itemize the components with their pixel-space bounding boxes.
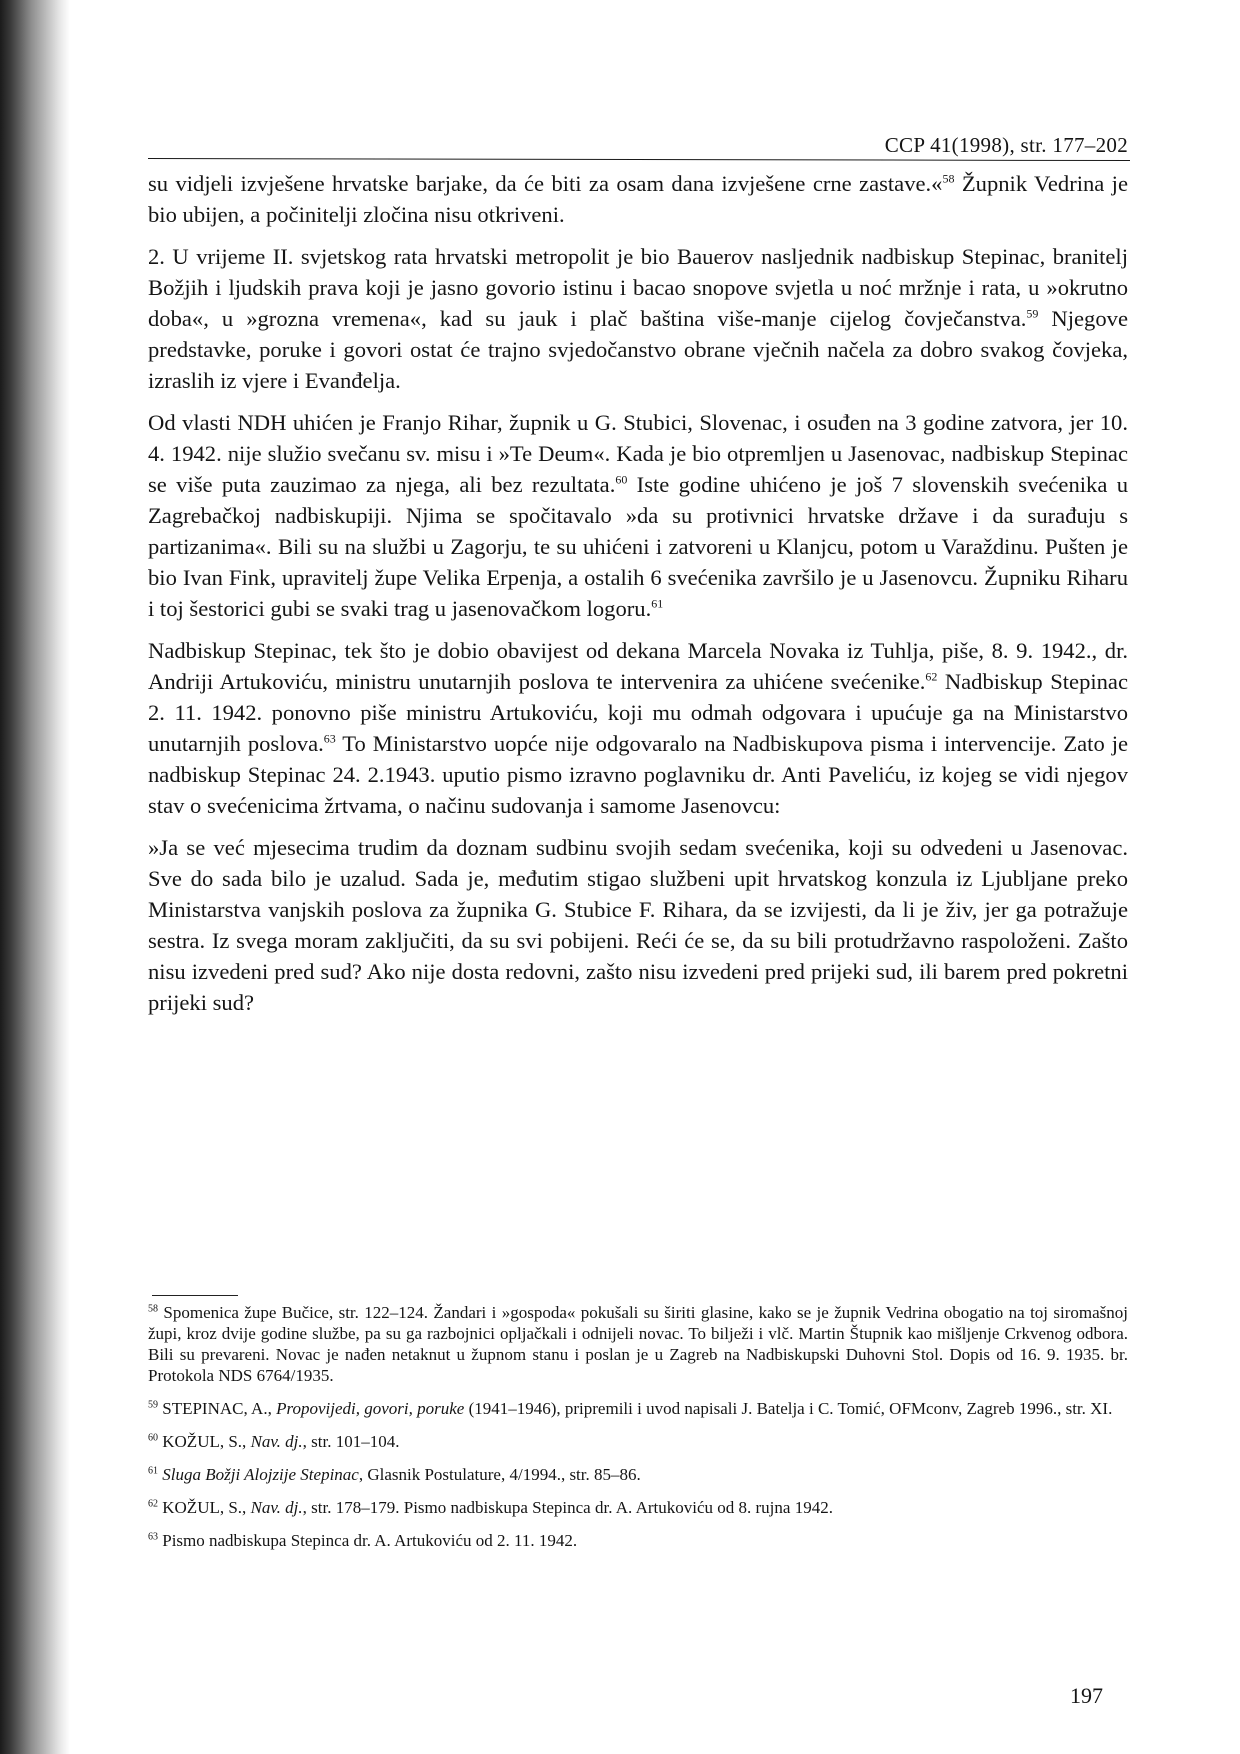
footnote-mark: 61 xyxy=(148,1465,158,1477)
paragraph-1-text: su vidjeli izvješene hrvatske barjake, da će biti za osam dana izvješene crne zastave.« xyxy=(148,171,943,196)
paragraph-5-quote xyxy=(148,832,1128,1018)
footnote-title: Nav. dj. xyxy=(250,1498,303,1517)
footnote-63 xyxy=(148,1530,1128,1551)
footnote-text: Pismo nadbiskupa Stepinca dr. A. Artukoviću od 2. 11. 1942. xyxy=(162,1531,578,1550)
footnote-60 xyxy=(148,1431,1128,1452)
footnote-59 xyxy=(148,1398,1128,1419)
footnote-author: KOŽUL, S., xyxy=(162,1498,251,1517)
footnote-mark: 60 xyxy=(148,1432,158,1444)
paragraph-2-text: 2. U vrijeme II. svjetskog rata hrvatski metropolit je bio Bauerov nasljednik nadbiskup Stepinac, branitelj Božjih i ljudskih prava koji je jasno govorio istinu i bacao snopove svjetla u noć mržnje i rata, u »okrutno doba«, u »grozna vremena«, kad su jauk i plač baština više-manje cijelog čovječanstva. xyxy=(148,244,1128,331)
footnote-text: , str. 101–104. xyxy=(302,1432,400,1451)
footnote-ref-60[interactable]: 60 xyxy=(615,472,628,487)
header-rule xyxy=(148,158,1130,161)
footnote-ref-63[interactable]: 63 xyxy=(323,731,336,746)
book-gutter-shadow xyxy=(0,0,70,1754)
footnotes xyxy=(148,1302,1128,1563)
footnote-61 xyxy=(148,1464,1128,1485)
paragraph-3-middle: Iste godine uhićeno je još 7 slovenskih svećenika u Zagrebačkoj nadbiskupiji. Njima se spočitavalo »da su protivnici hrvatske države i da surađuju s partizanima«. Bili su na službi u Zagorju, te su uhićeni i zatvoreni u Klanjcu, potom u Varaždinu. Pušten je bio Ivan Fink, upravitelj župe Velika Erpenja, a ostalih 6 svećenika završilo je u Jasenovcu. Župniku Riharu i toj šestorici gubi se svaki trag u jasenovačkom logoru. xyxy=(148,472,1128,621)
footnote-text: (1941–1946), pripremili i uvod napisali J. Batelja i C. Tomić, OFMconv, Zagreb 1996., str. XI. xyxy=(464,1399,1113,1418)
paragraph-3-text: Od vlasti NDH uhićen je Franjo Rihar, župnik u G. Stubici, Slovenac, i osuđen na 3 godine zatvora, jer 10. 4. 1942. nije služio svečanu sv. misu i »Te Deum«. Kada je bio otpremljen u Jasenovac, nadbiskup Stepinac se više puta zauzimao za njega, ali bez rezultata. xyxy=(148,410,1128,497)
running-head: CCP 41(1998), str. 177–202 xyxy=(884,133,1128,157)
footnote-text: Spomenica župe Bučice, str. 122–124. Žandari i »gospoda« pokušali su širiti glasine, kako se je župnik Vedrina obogatio na toj siromašnoj župi, kroz dvije godine službe, pa su ga razbojnici opljačkali i odnijeli novac. To bilježi i vlč. Martin Štupnik kao mišljenje Crkvenog odbora. Bili su prevareni. Novac je nađen netaknut u župnom stanu i poslan je u Zagreb na Nadbiskupski Duhovni Stol. Dopis od 16. 9. 1935. br. Protokola NDS 6764/1935. xyxy=(148,1303,1129,1385)
footnote-ref-62[interactable]: 62 xyxy=(925,669,938,684)
footnote-ref-61[interactable]: 61 xyxy=(651,596,664,611)
footnote-62 xyxy=(148,1497,1128,1518)
footnote-separator xyxy=(152,1295,238,1296)
paragraph-4-middle: Nadbiskup Stepinac 2. 11. 1942. ponovno piše ministru Artukoviću, koji mu odmah odgovara i upućuje ga na Ministarstvo unutarnjih poslova. xyxy=(148,669,1128,756)
paragraph-2 xyxy=(148,241,1128,396)
footnote-mark: 58 xyxy=(148,1303,158,1315)
footnote-text: , Glasnik Postulature, 4/1994., str. 85–86. xyxy=(358,1465,641,1484)
footnote-ref-59[interactable]: 59 xyxy=(1026,306,1039,321)
footnote-author: KOŽUL, S., xyxy=(162,1432,251,1451)
footnote-text: , str. 178–179. Pismo nadbiskupa Stepinca dr. A. Artukoviću od 8. rujna 1942. xyxy=(302,1498,833,1517)
paragraph-4-after: To Ministarstvo uopće nije odgovaralo na Nadbiskupova pisma i intervencije. Zato je nadbiskup Stepinac 24. 2.1943. uputio pismo izravno poglavniku dr. Anti Paveliću, iz kojeg se vidi njegov stav o svećenicima žrtvama, o načinu sudovanja i samome Jasenovcu: xyxy=(148,731,1128,818)
paragraph-4-text: Nadbiskup Stepinac, tek što je dobio obavijest od dekana Marcela Novaka iz Tuhlja, piše, 8. 9. 1942., dr. Andriji Artukoviću, ministru unutarnjih poslova te intervenira za uhićene svećenike. xyxy=(148,638,1128,694)
footnote-mark: 63 xyxy=(148,1531,158,1543)
footnote-mark: 59 xyxy=(148,1399,158,1411)
footnote-author: STEPINAC, A., xyxy=(162,1399,277,1418)
footnote-title: Propovijedi, govori, poruke xyxy=(276,1399,465,1418)
paragraph-3 xyxy=(148,407,1128,624)
paragraph-5-text: »Ja se već mjesecima trudim da doznam sudbinu svojih sedam svećenika, koji su odvedeni u Jasenovac. Sve do sada bilo je uzalud. Sada je, međutim stigao službeni upit hrvatskog konzula iz Ljubljane preko Ministarstva vanjskih poslova za župnika G. Stubice F. Rihara, da se izvijesti, da li je živ, jer ga potražuje sestra. Iz svega moram zaključiti, da su svi pobijeni. Reći će se, da su bili protudržavno raspoloženi. Zašto nisu izvedeni pred sud? Ako nije dosta redovni, zašto nisu izvedeni pred prijeki sud, ili barem pred pokretni prijeki sud? xyxy=(148,835,1128,1015)
footnote-title: Nav. dj. xyxy=(250,1432,303,1451)
footnote-ref-58[interactable]: 58 xyxy=(942,171,955,186)
footnote-mark: 62 xyxy=(148,1498,158,1510)
footnote-58 xyxy=(148,1302,1128,1386)
main-text xyxy=(148,168,1128,1029)
paragraph-2-after: Njegove predstavke, poruke i govori ostat će trajno svjedočanstvo obrane vječnih načela za dobro svakog čovjeka, izraslih iz vjere i Evanđelja. xyxy=(148,306,1128,393)
paragraph-4 xyxy=(148,635,1128,821)
paragraph-1-after: Župnik Vedrina je bio ubijen, a počinitelji zločina nisu otkriveni. xyxy=(148,171,1128,227)
footnote-title: Sluga Božji Alojzije Stepinac xyxy=(162,1465,359,1484)
page-number: 197 xyxy=(1070,1683,1103,1708)
paragraph-1 xyxy=(148,168,1128,230)
